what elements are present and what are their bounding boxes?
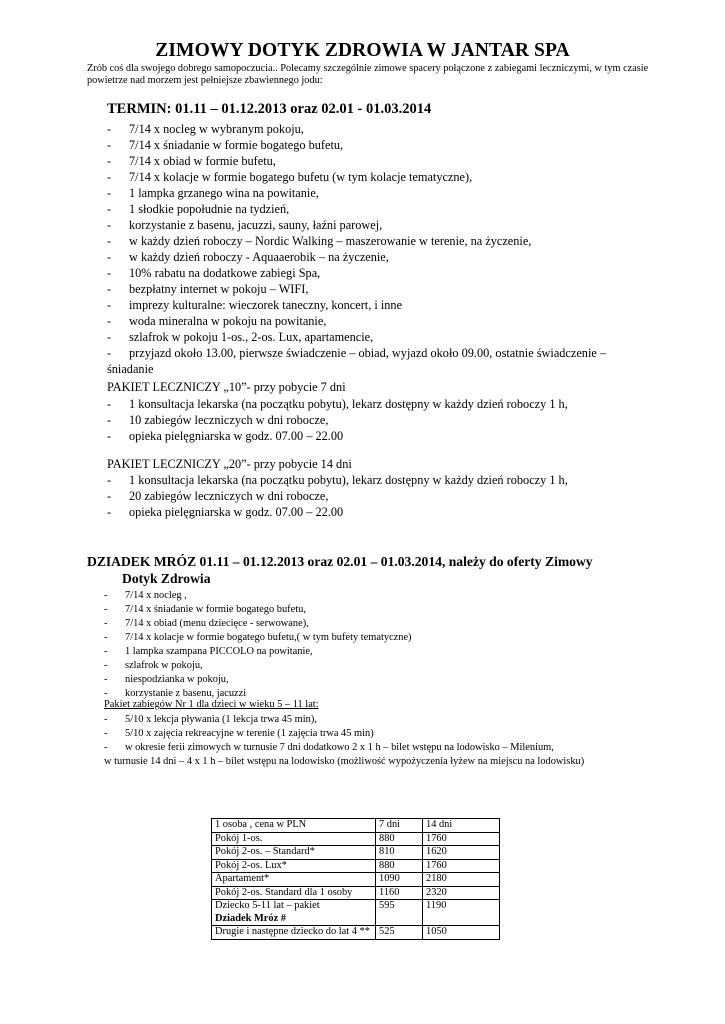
list-item: - szlafrok w pokoju, [104, 660, 203, 671]
table-row [212, 832, 500, 846]
pakiet-zabiegow-continuation: w turnusie 14 dni – 4 x 1 h – bilet wstępu na lodowisko (możliwość wypożyczenia łyżew na miejscu na lodowisku) [104, 756, 585, 767]
table-header-cell: 7 dni [376, 819, 423, 833]
table-row [212, 926, 500, 940]
list-item: - 7/14 x nocleg , [104, 590, 187, 601]
list-item: - woda mineralna w pokoju na powitanie, [107, 314, 327, 328]
table-cell: 1050 [423, 926, 500, 940]
list-item: - szlafrok w pokoju 1-os., 2-os. Lux, apartamencie, [107, 330, 374, 344]
pakiet-zabiegow-list [104, 713, 664, 755]
table-cell: 880 [376, 832, 423, 846]
list-item: - w każdy dzień roboczy - Aquaaerobik – na życzenie, [107, 250, 389, 264]
table-header-cell: 1 osoba , cena w PLN [212, 819, 376, 833]
table-row [212, 846, 500, 860]
list-item: - 7/14 x śniadanie w formie bogatego bufetu, [107, 138, 344, 152]
list-item: - 1 lampka grzanego wina na powitanie, [107, 186, 319, 200]
table-header-cell: 14 dni [423, 819, 500, 833]
list-item: - 20 zabiegów leczniczych w dni robocze, [107, 489, 329, 503]
pakiet-10-list [107, 396, 667, 444]
list-item: - w okresie ferii zimowych w turnusie 7 dni dodatkowo 2 x 1 h – bilet wstępu na lodowisko – Milenium, [104, 742, 554, 753]
list-item: - 10% rabatu na dodatkowe zabiegi Spa, [107, 266, 321, 280]
table-cell: 1760 [423, 832, 500, 846]
dziadek-list [104, 589, 664, 701]
table-cell: 525 [376, 926, 423, 940]
list-item: - bezpłatny internet w pokoju – WIFI, [107, 282, 309, 296]
table-cell: Pokój 2-os. Standard dla 1 osoby [212, 886, 376, 900]
dziadek-heading-line1: DZIADEK MRÓZ 01.11 – 01.12.2013 oraz 02.01 – 01.03.2014, należy do oferty Zimowy [87, 554, 593, 569]
table-cell: 595 [376, 900, 423, 926]
list-item: - 5/10 x zajęcia rekreacyjne w terenie (1 zajęcia trwa 45 min) [104, 728, 374, 739]
table-cell: 2180 [423, 873, 500, 887]
table-row [212, 873, 500, 887]
list-item: - 7/14 x kolacje w formie bogatego bufetu,( w tym bufety tematyczne) [104, 632, 412, 643]
list-item: - 1 słodkie popołudnie na tydzień, [107, 202, 290, 216]
pakiet-10-heading: PAKIET LECZNICZY „10”- przy pobycie 7 dni [107, 380, 346, 394]
page-title: ZIMOWY DOTYK ZDROWIA W JANTAR SPA [155, 40, 570, 61]
pakiet-20-list [107, 472, 667, 520]
table-cell: Dziecko 5-11 lat – pakiet Dziadek Mróz # [212, 900, 376, 926]
termin-list [107, 121, 667, 377]
table-cell: 2320 [423, 886, 500, 900]
list-item: - korzystanie z basenu, jacuzzi [104, 688, 247, 699]
table-cell: Apartament* [212, 873, 376, 887]
list-item: - w każdy dzień roboczy – Nordic Walking – maszerowanie w terenie, na życzenie, [107, 234, 532, 248]
list-item: - 7/14 x kolacje w formie bogatego bufetu (w tym kolacje tematyczne), [107, 170, 473, 184]
table-header-row [212, 819, 500, 833]
pakiet-zabiegow-label: Pakiet zabiegów Nr 1 dla dzieci w wieku 5 – 11 lat: [104, 699, 319, 710]
list-item: - korzystanie z basenu, jacuzzi, sauny, łaźni parowej, [107, 218, 383, 232]
table-cell: 1760 [423, 859, 500, 873]
table-cell: Pokój 2-os. Lux* [212, 859, 376, 873]
table-cell: 1190 [423, 900, 500, 926]
table-cell: 880 [376, 859, 423, 873]
list-item: - 1 lampka szampana PICCOLO na powitanie, [104, 646, 313, 657]
table-cell: 1160 [376, 886, 423, 900]
list-item: - 7/14 x nocleg w wybranym pokoju, [107, 122, 304, 136]
list-item: - 10 zabiegów leczniczych w dni robocze, [107, 413, 329, 427]
list-item: - imprezy kulturalne: wieczorek taneczny, koncert, i inne [107, 298, 403, 312]
pakiet-20-heading: PAKIET LECZNICZY „20”- przy pobycie 14 dni [107, 457, 352, 471]
dziadek-heading [87, 553, 667, 587]
dziadek-heading-line2: Dotyk Zdrowia [122, 571, 211, 586]
list-item-continuation: śniadanie [107, 362, 154, 376]
table-cell: 810 [376, 846, 423, 860]
table-cell: 1090 [376, 873, 423, 887]
table-cell: Pokój 1-os. [212, 832, 376, 846]
list-item: - 7/14 x obiad (menu dziecięce - serwowane), [104, 618, 309, 629]
list-item: - 7/14 x obiad w formie bufetu, [107, 154, 276, 168]
table-row [212, 900, 500, 926]
table-cell: Drugie i następne dziecko do lat 4 ** [212, 926, 376, 940]
table-cell: 1620 [423, 846, 500, 860]
dziadek-mroz-bold: Dziadek Mróz # [215, 912, 286, 924]
list-item: - 1 konsultacja lekarska (na początku pobytu), lekarz dostępny w każdy dzień roboczy 1 h, [107, 397, 568, 411]
list-item: - przyjazd około 13.00, pierwsze świadczenie – obiad, wyjazd około 09.00, ostatnie świadczenie – [107, 346, 607, 360]
list-item: - 1 konsultacja lekarska (na początku pobytu), lekarz dostępny w każdy dzień roboczy 1 h, [107, 473, 568, 487]
list-item: - 7/14 x śniadanie w formie bogatego bufetu, [104, 604, 306, 615]
list-item: - opieka pielęgniarska w godz. 07.00 – 22.00 [107, 429, 344, 443]
intro-text: Zrób coś dla swojego dobrego samopoczucia.. Polecamy szczególnie zimowe spacery połączone z zabiegami leczniczymi, w tym czasie powietrze nad morzem jest pełniejsze zbawiennego jodu: [87, 63, 649, 87]
list-item: - opieka pielęgniarska w godz. 07.00 – 22.00 [107, 505, 344, 519]
table-cell: Pokój 2-os. – Standard* [212, 846, 376, 860]
table-row [212, 859, 500, 873]
price-table [211, 818, 500, 940]
table-row [212, 886, 500, 900]
list-item: - 5/10 x lekcja pływania (1 lekcja trwa 45 min), [104, 714, 317, 725]
list-item: - niespodzianka w pokoju, [104, 674, 229, 685]
termin-heading: TERMIN: 01.11 – 01.12.2013 oraz 02.01 - 01.03.2014 [107, 101, 432, 117]
